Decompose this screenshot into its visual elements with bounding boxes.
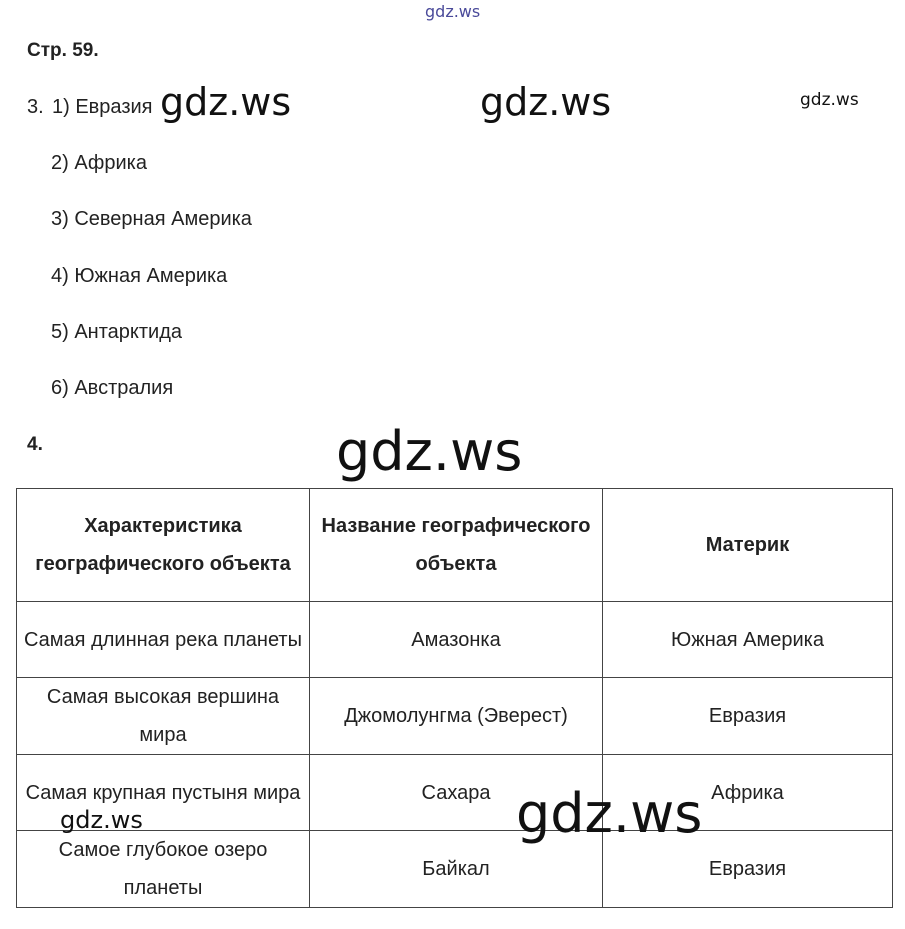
cell-object-name: Байкал (310, 831, 603, 908)
table-row (17, 755, 893, 831)
table-row (17, 831, 893, 908)
cell-continent: Евразия (603, 831, 893, 908)
geography-table (16, 488, 893, 908)
cell-continent: Африка (603, 755, 893, 831)
watermark: gdz.ws (425, 2, 481, 21)
cell-continent: Южная Америка (603, 602, 893, 678)
cell-characteristic: Самая длинная река планеты (17, 602, 310, 678)
watermark: gdz.ws (60, 806, 143, 834)
cell-object-name: Джомолунгма (Эверест) (310, 678, 603, 755)
header-continent: Материк (603, 489, 893, 602)
cell-characteristic: Самое глубокое озеро планеты (17, 831, 310, 908)
cell-object-name: Сахара (310, 755, 603, 831)
continent-item: 5) Антарктида (51, 321, 183, 343)
continent-item: 4) Южная Америка (51, 265, 228, 287)
watermark: gdz.ws (800, 90, 859, 110)
watermark: gdz.ws (160, 80, 292, 124)
watermark: gdz.ws (516, 782, 703, 845)
cell-object-name: Амазонка (310, 602, 603, 678)
watermark: gdz.ws (336, 420, 523, 483)
page-reference: Стр. 59. (27, 40, 99, 61)
cell-characteristic: Самая крупная пустыня мира (17, 755, 310, 831)
header-characteristic: Характеристика географического объекта (17, 489, 310, 602)
watermark: gdz.ws (480, 80, 612, 124)
header-object-name: Название географического объекта (310, 489, 603, 602)
table-row (17, 602, 893, 678)
continent-item: 1) Евразия (52, 96, 153, 118)
continent-item: 6) Австралия (51, 377, 174, 399)
continent-item: 2) Африка (51, 152, 147, 174)
cell-continent: Евразия (603, 678, 893, 755)
table-header-row (17, 489, 893, 602)
cell-characteristic: Самая высокая вершина мира (17, 678, 310, 755)
table-row (17, 678, 893, 755)
task-4-number: 4. (27, 434, 43, 455)
continent-item: 3) Северная Америка (51, 208, 252, 230)
task-3-number: 3. (27, 96, 44, 118)
